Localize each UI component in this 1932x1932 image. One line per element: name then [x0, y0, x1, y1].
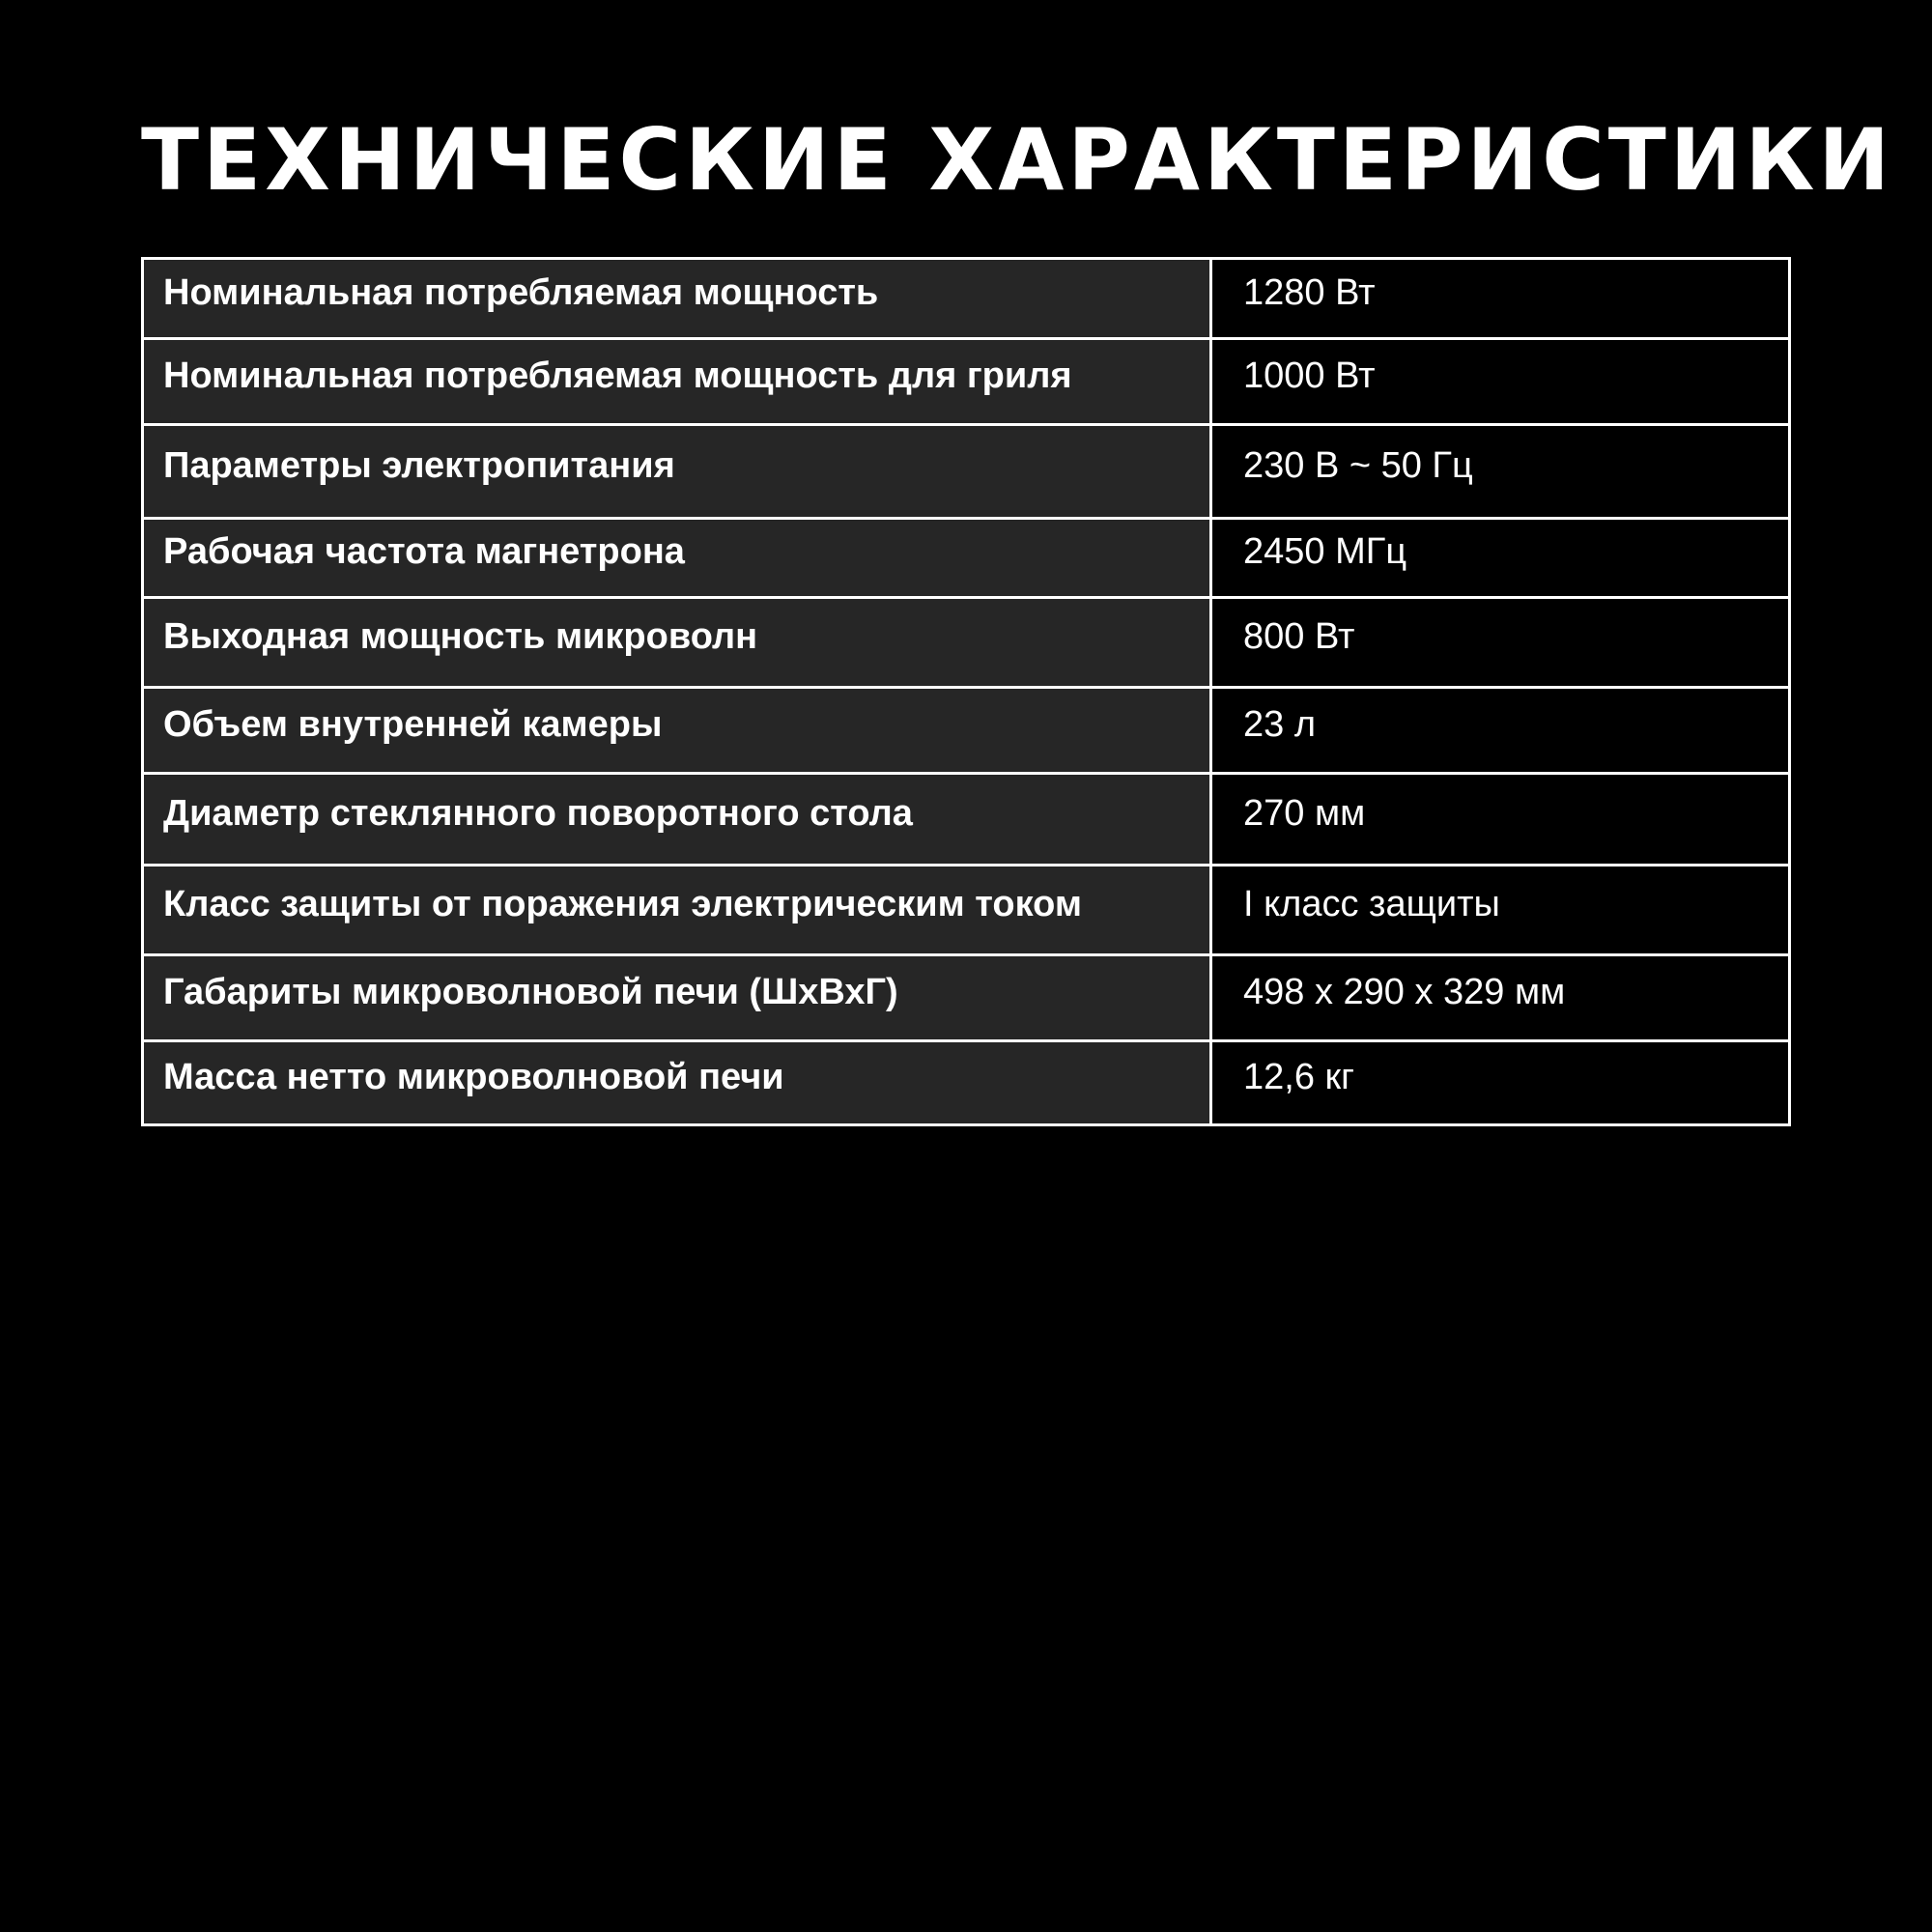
spec-value: 800 Вт [1243, 615, 1355, 657]
spec-name: Масса нетто микроволновой печи [163, 1056, 784, 1097]
spec-value-cell [1211, 866, 1790, 955]
spec-value: 498 х 290 х 329 мм [1243, 971, 1566, 1012]
spec-value: 230 В ~ 50 Гц [1243, 444, 1473, 486]
spec-name-cell [143, 688, 1211, 774]
spec-value-cell [1211, 425, 1790, 519]
specs-table-body [143, 259, 1790, 1125]
table-row [143, 259, 1790, 339]
table-row [143, 774, 1790, 866]
spec-name-cell [143, 598, 1211, 688]
spec-name: Номинальная потребляемая мощность для гриля [163, 355, 1072, 396]
spec-value: I класс защиты [1243, 883, 1500, 924]
specs-table [141, 257, 1791, 1126]
spec-name-cell [143, 519, 1211, 598]
spec-name: Диаметр стеклянного поворотного стола [163, 792, 913, 834]
spec-value-cell [1211, 774, 1790, 866]
spec-name: Номинальная потребляемая мощность [163, 271, 879, 313]
spec-name: Габариты микроволновой печи (ШхВхГ) [163, 971, 898, 1012]
spec-name-cell [143, 339, 1211, 425]
spec-value-cell [1211, 339, 1790, 425]
table-row [143, 598, 1790, 688]
spec-value-cell [1211, 688, 1790, 774]
spec-name-cell [143, 1041, 1211, 1125]
spec-name-cell [143, 955, 1211, 1041]
spec-value: 12,6 кг [1243, 1056, 1355, 1097]
spec-value: 1000 Вт [1243, 355, 1376, 396]
spec-value: 2450 МГц [1243, 531, 1407, 572]
spec-value-cell [1211, 1041, 1790, 1125]
page-title: ТЕХНИЧЕСКИЕ ХАРАКТЕРИСТИКИ [141, 110, 1894, 210]
spec-value-cell [1211, 259, 1790, 339]
spec-name: Параметры электропитания [163, 444, 675, 486]
spec-value-cell [1211, 519, 1790, 598]
spec-value: 1280 Вт [1243, 271, 1376, 313]
table-row [143, 866, 1790, 955]
spec-name: Класс защиты от поражения электрическим током [163, 883, 1082, 924]
table-row [143, 688, 1790, 774]
spec-name: Объем внутренней камеры [163, 703, 663, 745]
table-row [143, 519, 1790, 598]
table-row [143, 1041, 1790, 1125]
spec-value-cell [1211, 598, 1790, 688]
spec-value: 270 мм [1243, 792, 1366, 834]
table-row [143, 339, 1790, 425]
spec-name: Рабочая частота магнетрона [163, 531, 685, 572]
spec-name-cell [143, 259, 1211, 339]
spec-name-cell [143, 425, 1211, 519]
spec-value: 23 л [1243, 703, 1316, 745]
spec-name-cell [143, 774, 1211, 866]
spec-value-cell [1211, 955, 1790, 1041]
spec-name-cell [143, 866, 1211, 955]
table-row [143, 425, 1790, 519]
spec-name: Выходная мощность микроволн [163, 615, 758, 657]
table-row [143, 955, 1790, 1041]
